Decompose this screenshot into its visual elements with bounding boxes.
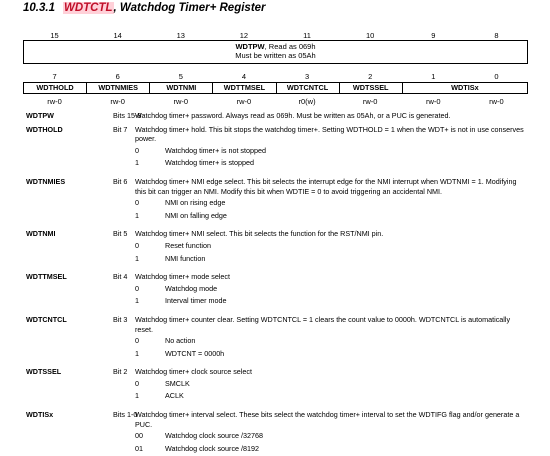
bit-number: 4 xyxy=(241,72,247,81)
entry-bits: Bit 2 xyxy=(113,367,128,377)
option-label: Watchdog clock source /32768 xyxy=(165,431,264,441)
access-type: rw-0 xyxy=(47,97,62,106)
bit-number: 12 xyxy=(239,31,249,40)
field-cell: WDTNMIES xyxy=(86,83,149,93)
option-value: 1 xyxy=(135,253,139,263)
bit-number: 14 xyxy=(113,31,122,40)
access-type: rw-0 xyxy=(110,97,125,106)
bit-number: 7 xyxy=(52,72,57,81)
entry-text: Watchdog timer+ clock source select xyxy=(135,367,252,377)
option-value: 0 xyxy=(135,283,139,293)
entry-text: Watchdog timer+ mode select xyxy=(135,272,231,282)
entry-name: WDTTMSEL xyxy=(26,272,67,282)
option-row xyxy=(135,444,526,454)
option-label: Watchdog clock source /8192 xyxy=(165,443,260,453)
option-value: 1 xyxy=(135,210,139,220)
option-value: 0 xyxy=(135,198,139,208)
section-number: 10.3.1 xyxy=(23,2,55,14)
wdtpw-field-box xyxy=(23,40,528,64)
access-type: rw-0 xyxy=(489,97,504,106)
access-type: rw-0 xyxy=(173,97,189,106)
description-entry xyxy=(26,272,526,306)
entry-text: Watchdog timer+ NMI edge select. This bit selects the interrupt edge for the NMI interrupt when WDTNMI = 1. Modifying this bit can trigger an NMI. Modify this bit when WDTIE = 0 to avoid triggering an accidental NMI. xyxy=(135,176,517,196)
bit-number: 6 xyxy=(115,72,120,81)
option-row xyxy=(135,284,526,294)
section-title-text: , Watchdog Timer+ Register xyxy=(113,2,266,14)
description-entry xyxy=(26,125,526,168)
entry-text: Watchdog timer+ interval select. These bits select the watchdog timer+ interval to set the WDTIFG flag and/or generate a PUC. xyxy=(135,410,520,429)
option-row xyxy=(135,241,526,251)
entry-bits: Bit 3 xyxy=(113,314,128,324)
description-entry xyxy=(26,111,526,121)
entry-text: Watchdog timer+ hold. This bit stops the watchdog timer+. Setting WDTHOLD = 1 when the WDT+ is not in use conserves power. xyxy=(135,124,524,144)
option-value: 1 xyxy=(135,158,139,168)
option-value: 0 xyxy=(135,240,139,250)
access-type: r0(w) xyxy=(298,97,316,106)
option-label: NMI on rising edge xyxy=(165,198,226,208)
option-label: Reset function xyxy=(165,240,211,250)
bit-number: 0 xyxy=(494,72,499,81)
option-label: Watchdog mode xyxy=(165,283,218,293)
option-value: 01 xyxy=(135,443,143,453)
option-row xyxy=(135,349,526,359)
option-value: 1 xyxy=(135,348,139,358)
option-label: Interval timer mode xyxy=(165,296,227,306)
field-cell: WDTTMSEL xyxy=(212,83,275,93)
entry-bits: Bit 5 xyxy=(113,229,128,239)
bit-number: 9 xyxy=(431,31,436,40)
option-label: SMCLK xyxy=(165,378,190,388)
description-entry xyxy=(26,177,526,220)
option-row xyxy=(135,336,526,346)
wdtpw-field-line1: , Read as 069h xyxy=(264,42,316,51)
wdtpw-field-line2: Must be written as 05Ah xyxy=(235,51,316,60)
option-value: 1 xyxy=(135,296,139,306)
bit-number: 3 xyxy=(304,72,310,81)
option-value: 0 xyxy=(135,378,139,388)
wdtpw-field-name: WDTPW xyxy=(235,42,265,51)
register-name-highlight: WDTCTL xyxy=(63,2,113,14)
option-row xyxy=(135,254,526,264)
lower-bit-numbers xyxy=(23,72,528,81)
option-value: 00 xyxy=(135,431,143,441)
option-label: Watchdog timer+ is not stopped xyxy=(165,145,267,155)
entry-name: WDTCNTCL xyxy=(26,314,67,324)
field-cell: WDTISx xyxy=(402,83,527,93)
description-entry xyxy=(26,315,526,358)
option-label: ACLK xyxy=(165,391,184,401)
description-entry xyxy=(26,410,526,453)
access-type: rw-0 xyxy=(236,97,252,106)
bit-number: 2 xyxy=(368,72,373,81)
description-entry xyxy=(26,229,526,263)
option-value: 0 xyxy=(135,336,139,346)
option-label: NMI function xyxy=(165,253,206,263)
option-label: NMI on falling edge xyxy=(165,210,227,220)
bit-number: 8 xyxy=(494,31,499,40)
entry-name: WDTPW xyxy=(26,111,54,120)
entry-text: Watchdog timer+ NMI select. This bit selects the function for the RST/NMI pin. xyxy=(135,229,384,239)
bit-number: 1 xyxy=(431,72,436,81)
option-row xyxy=(135,379,526,389)
bit-descriptions xyxy=(26,111,526,456)
entry-bits: Bit 4 xyxy=(113,272,128,282)
entry-name: WDTNMI xyxy=(26,229,56,239)
field-cell: WDTSSEL xyxy=(339,83,402,93)
option-label: No action xyxy=(165,336,196,346)
description-entry xyxy=(26,367,526,401)
section-title xyxy=(23,2,266,14)
option-row xyxy=(135,158,526,168)
bit-number: 10 xyxy=(366,31,375,40)
entry-bits: Bits 15-8 xyxy=(113,111,142,120)
lower-fields-row xyxy=(23,82,528,94)
entry-name: WDTHOLD xyxy=(26,124,63,134)
option-row xyxy=(135,391,526,401)
field-cell: WDTHOLD xyxy=(36,83,74,92)
bit-number: 5 xyxy=(178,72,183,81)
entry-bits: Bits 1-0 xyxy=(113,410,138,420)
entry-text: Watchdog timer+ counter clear. Setting WDTCNTCL = 1 clears the count value to 0000h. WDTCNTCL is automatically reset. xyxy=(135,314,511,334)
entry-name: WDTISx xyxy=(26,410,54,420)
option-value: 1 xyxy=(135,391,139,401)
bit-number: 15 xyxy=(50,31,59,40)
access-type: rw-0 xyxy=(362,97,378,106)
field-cell: WDTCNTCL xyxy=(276,83,339,93)
bit-number: 11 xyxy=(303,31,311,40)
entry-bits: Bit 7 xyxy=(113,124,128,134)
field-cell: WDTNMI xyxy=(149,83,212,93)
entry-name: WDTSSEL xyxy=(26,367,62,377)
option-row xyxy=(135,211,526,221)
option-label: WDTCNT = 0000h xyxy=(165,348,225,358)
option-label: Watchdog timer+ is stopped xyxy=(165,158,255,168)
upper-bit-numbers xyxy=(23,31,528,40)
option-row xyxy=(135,431,526,441)
entry-bits: Bit 6 xyxy=(113,176,128,186)
option-row xyxy=(135,198,526,208)
entry-text: Watchdog timer+ password. Always read as 069h. Must be written as 05Ah, or a PUC is generated. xyxy=(135,111,451,120)
bit-number: 13 xyxy=(176,31,185,40)
access-row xyxy=(23,97,528,106)
option-row xyxy=(135,146,526,156)
access-type: rw-0 xyxy=(426,97,441,106)
entry-name: WDTNMIES xyxy=(26,176,66,186)
option-row xyxy=(135,296,526,306)
option-value: 0 xyxy=(135,145,139,155)
